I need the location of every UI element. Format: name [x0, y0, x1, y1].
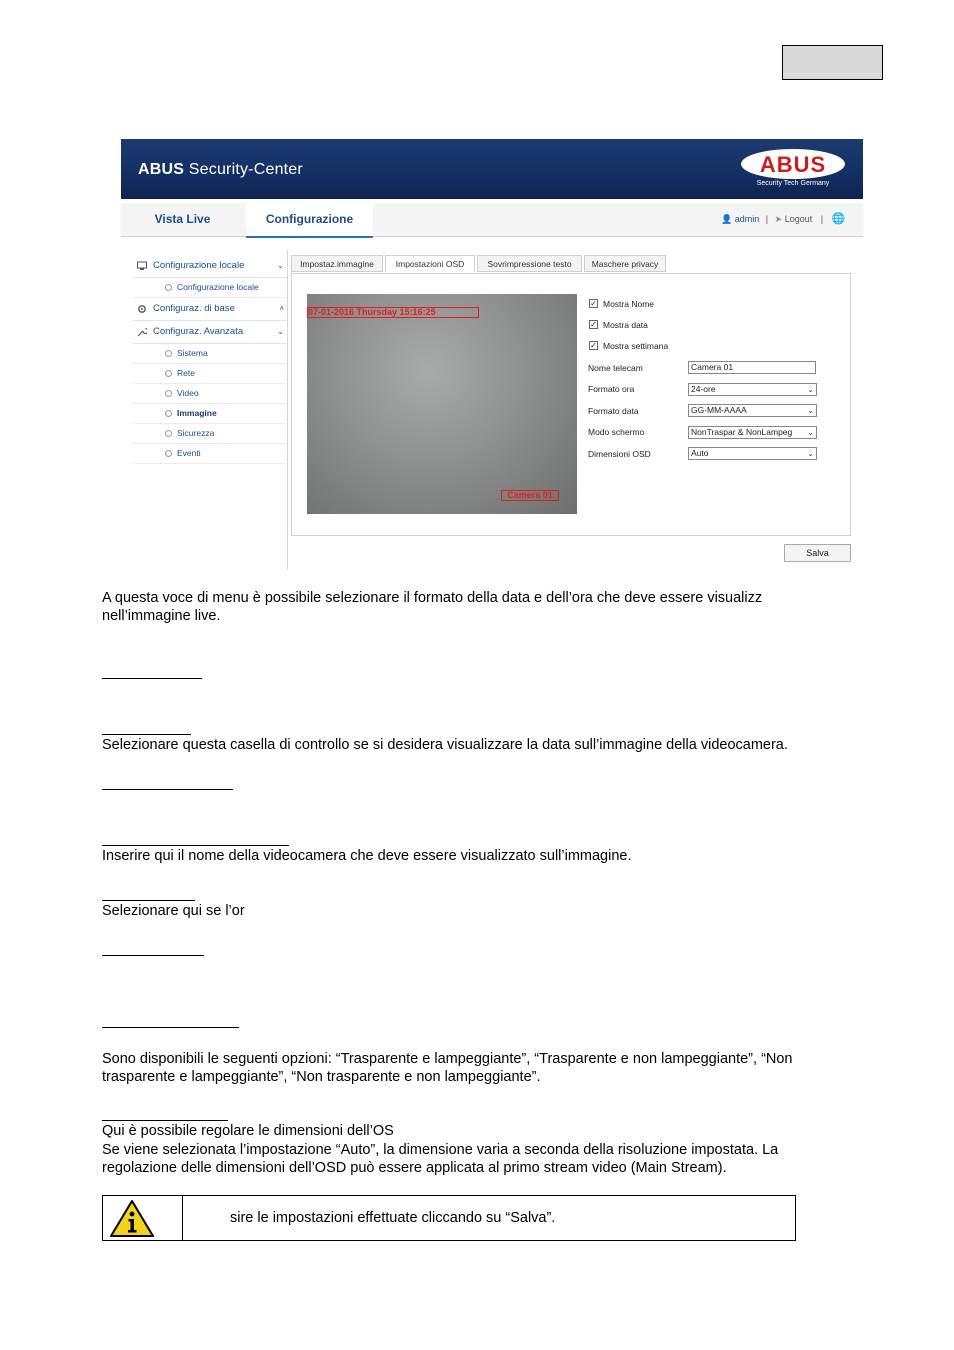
sidebar-item-label: Rete	[177, 368, 195, 378]
note-divider	[182, 1196, 183, 1240]
video-preview[interactable]	[307, 294, 577, 514]
user-area	[721, 203, 845, 236]
osd-name-overlay[interactable]: Camera 01	[501, 490, 559, 501]
sidebar-section-configurazione-locale[interactable]	[133, 255, 288, 278]
sidebar-item-immagine[interactable]	[133, 404, 288, 424]
main-nav	[121, 203, 863, 237]
select-value: NonTraspar & NonLampeg	[691, 427, 793, 437]
sidebar-item-configurazione-locale[interactable]	[133, 278, 288, 298]
logout-icon: ➤	[774, 214, 783, 224]
checkbox-checked-icon[interactable]: ✓	[590, 299, 597, 308]
separator: |	[820, 214, 824, 224]
sidebar-item-rete[interactable]	[133, 364, 288, 384]
time-format-select[interactable]	[688, 383, 817, 396]
app-title: ABUS Security-Center	[138, 161, 303, 178]
checkbox-label: Mostra data	[603, 320, 648, 330]
camera-name-input[interactable]: Camera 01	[688, 361, 816, 374]
bullet-icon	[165, 284, 172, 291]
sidebar-item-sicurezza[interactable]	[133, 424, 288, 444]
nome-description: Inserire qui il nome della videocamera che deve essere visualizzato sull’immagine.	[102, 848, 632, 864]
wrench-icon	[137, 327, 147, 337]
sidebar-item-video[interactable]	[133, 384, 288, 404]
subtab-sovrimpressione-testo[interactable]: Sovrimpressione testo	[477, 255, 582, 272]
note-text: sire le impostazioni effettuate cliccando su “Salva”.	[230, 1210, 556, 1226]
heading-rule	[102, 734, 191, 735]
label-modo-schermo: Modo schermo	[588, 427, 645, 437]
modo-schermo-line-1: Sono disponibili le seguenti opzioni: “Trasparente e lampeggiante”, “Trasparente e non lampeggiante”, “Non	[102, 1051, 793, 1067]
formato-ora-description: Selezionare qui se l’or	[102, 903, 245, 919]
bullet-icon	[165, 350, 172, 357]
ui-screenshot	[121, 139, 863, 571]
chevron-down-icon: ⌄	[807, 428, 814, 437]
monitor-icon	[137, 261, 147, 271]
globe-icon[interactable]: 🌐	[831, 213, 846, 225]
save-button[interactable]: Salva	[784, 544, 851, 562]
heading-rule	[102, 900, 195, 901]
chevron-down-icon: ⌄	[807, 406, 814, 415]
sidebar-item-label: Configurazione locale	[177, 282, 259, 292]
select-value: 24-ore	[691, 384, 716, 394]
chevron-down-icon: ⌄	[807, 449, 814, 458]
chevron-down-icon: ⌄	[277, 261, 284, 270]
label-formato-data: Formato data	[588, 406, 639, 416]
intro-line-1: A questa voce di menu è possibile selezionare il formato della data e dell’ora che deve essere visualizz	[102, 590, 763, 606]
heading-rule	[102, 789, 233, 790]
heading-rule	[102, 955, 204, 956]
user-link[interactable]: admin	[734, 214, 760, 224]
user-icon: 👤	[721, 214, 733, 224]
checkbox-label: Mostra Nome	[603, 299, 655, 309]
sidebar-divider	[287, 250, 288, 570]
abus-logo	[741, 149, 847, 189]
logout-link[interactable]: Logout	[784, 214, 813, 224]
checkbox-checked-icon[interactable]: ✓	[590, 341, 597, 350]
sidebar-item-label: Sicurezza	[177, 428, 215, 438]
header-banner	[121, 139, 863, 199]
chevron-down-icon: ⌄	[807, 385, 814, 394]
sidebar-section-configuraz-avanzata[interactable]	[133, 321, 288, 344]
label-formato-ora: Formato ora	[588, 384, 635, 394]
bullet-icon	[165, 410, 172, 417]
date-format-select[interactable]	[688, 404, 817, 417]
sidebar-item-label: Immagine	[177, 408, 217, 418]
subtab-impostaz-immagine[interactable]: Impostaz.immagine	[291, 255, 383, 272]
sidebar-item-label: Sistema	[177, 348, 208, 358]
label-dimensioni-osd: Dimensioni OSD	[588, 449, 651, 459]
checkbox-label: Mostra settimana	[603, 341, 669, 351]
select-value: Auto	[691, 448, 709, 458]
page-marker-box	[782, 45, 883, 80]
chevron-down-icon: ⌄	[277, 327, 284, 336]
display-mode-select[interactable]	[688, 426, 817, 439]
sidebar-item-label: Video	[177, 388, 199, 398]
heading-rule	[102, 1027, 239, 1028]
subtab-impostazioni-osd[interactable]: Impostazioni OSD	[385, 255, 475, 272]
sidebar-section-configuraz-di-base[interactable]	[133, 298, 288, 321]
checkbox-checked-icon[interactable]: ✓	[590, 320, 597, 329]
bullet-icon	[165, 390, 172, 397]
sidebar-item-eventi[interactable]	[133, 444, 288, 464]
note-box	[102, 1195, 796, 1241]
intro-line-2: nell’immagine live.	[102, 608, 221, 624]
logo-tagline: Security Tech Germany	[756, 180, 830, 187]
sidebar-item-label: Eventi	[177, 448, 201, 458]
chevron-up-icon: ˄	[279, 304, 284, 313]
sidebar-item-sistema[interactable]	[133, 344, 288, 364]
bullet-icon	[165, 370, 172, 377]
heading-rule	[102, 678, 202, 679]
modo-schermo-line-2: trasparente e lampeggiante”, “Non trasparente e non lampeggiante”.	[102, 1069, 541, 1085]
gear-icon	[137, 304, 147, 314]
bullet-icon	[165, 430, 172, 437]
tab-vista-live[interactable]: Vista Live	[154, 212, 211, 226]
heading-rule	[102, 1120, 228, 1121]
subtab-maschere-privacy[interactable]: Maschere privacy	[584, 255, 666, 272]
select-value: GG-MM-AAAA	[691, 405, 747, 415]
label-nome-telecam: Nome telecam	[588, 363, 643, 373]
logo-text: ABUS	[759, 152, 827, 177]
dimensioni-line-2: Se viene selezionata l’impostazione “Auto”, la dimensione varia a seconda della risoluzione impostata. La	[102, 1142, 779, 1158]
sidebar-section-label: Configuraz. di base	[153, 303, 235, 314]
sidebar	[133, 255, 288, 464]
sidebar-section-label: Configuraz. Avanzata	[153, 326, 244, 337]
sidebar-section-label: Configurazione locale	[153, 260, 245, 271]
mostra-data-description: Selezionare questa casella di controllo se si desidera visualizzare la data sull’immagine della videocamera.	[102, 737, 788, 753]
osd-date-overlay[interactable]: 07-01-2016 Thursday 15:16:25	[307, 307, 479, 318]
dimensioni-line-1: Qui è possibile regolare le dimensioni dell’OS	[102, 1123, 394, 1139]
heading-rule	[102, 845, 289, 846]
dimensioni-line-3: regolazione delle dimensioni dell’OSD può essere applicata al primo stream video (Main Stream).	[102, 1160, 727, 1176]
osd-size-select[interactable]	[688, 447, 817, 460]
info-warning-icon	[109, 1199, 155, 1239]
tab-configurazione[interactable]: Configurazione	[246, 203, 373, 238]
bullet-icon	[165, 450, 172, 457]
separator: |	[765, 214, 769, 224]
